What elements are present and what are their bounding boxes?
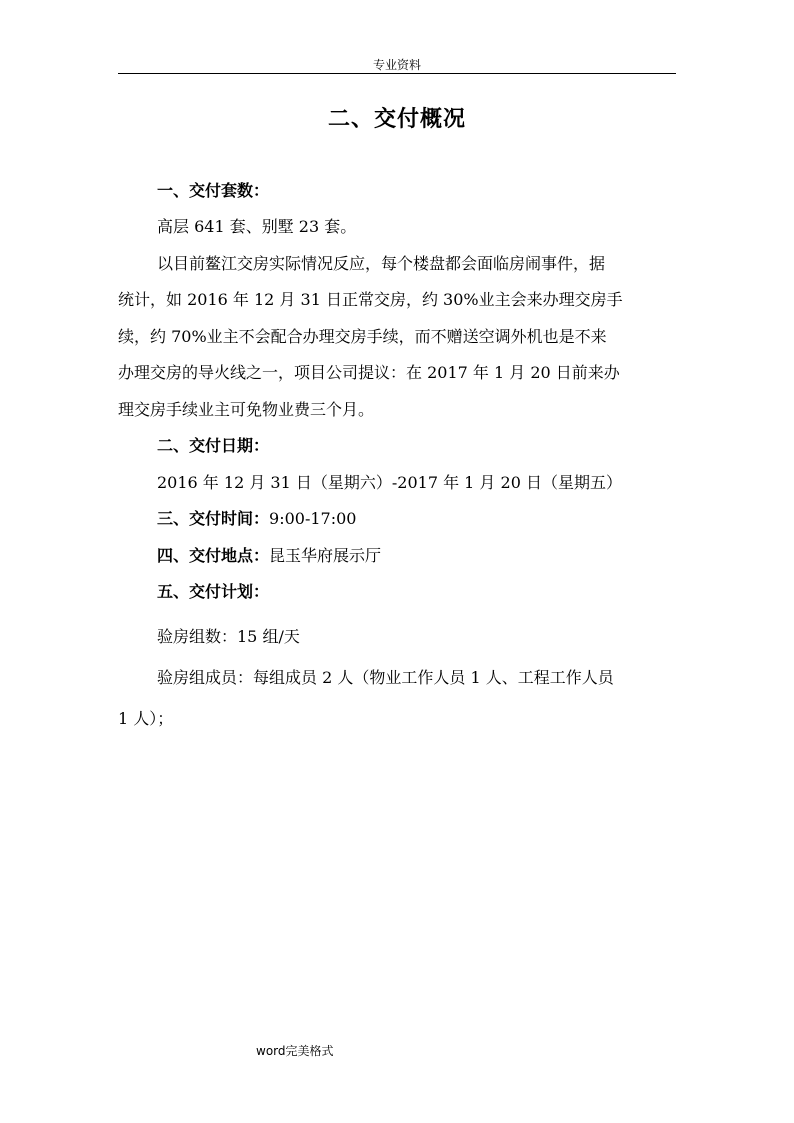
paragraph-line: 理交房手续业主可免物业费三个月。 <box>118 400 375 419</box>
paragraph-line: 办理交房的导火线之一，项目公司提议：在 2017 年 1 月 20 日前来办 <box>118 363 620 382</box>
paragraph-line: 续，约 70%业主不会配合办理交房手续，而不赠送空调外机也是不来 <box>118 327 607 346</box>
header-divider <box>118 73 676 74</box>
paragraph-line: 统计，如 2016 年 12 月 31 日正常交房，约 30%业主会来办理交房手 <box>118 290 623 309</box>
delivery-time: 9:00-17:00 <box>269 509 357 528</box>
section-4-heading: 四、交付地点： <box>157 546 270 565</box>
paragraph-line: 以目前鳌江交房实际情况反应，每个楼盘都会面临房闹事件，据 <box>157 254 606 273</box>
section-3-line <box>157 508 717 530</box>
inspection-groups: 验房组数：15 组/天 <box>157 627 300 646</box>
section-1-heading: 一、交付套数： <box>157 181 270 200</box>
delivery-dates: 2016 年 12 月 31 日（星期六）-2017 年 1 月 20 日（星期五） <box>157 473 622 492</box>
section-3-heading: 三、交付时间： <box>157 509 270 528</box>
page-footer: word完美格式 <box>256 1044 334 1058</box>
section-5-heading: 五、交付计划： <box>157 582 270 601</box>
unit-count: 高层 641 套、别墅 23 套。 <box>157 217 357 236</box>
section-2-heading: 二、交付日期： <box>157 436 270 455</box>
delivery-location: 昆玉华府展示厅 <box>269 546 382 565</box>
page-title: 二、交付概况 <box>327 106 466 132</box>
page-header: 专业资料 <box>372 58 421 72</box>
group-members-line: 1 人）； <box>118 709 174 728</box>
section-4-line <box>157 545 717 567</box>
group-members-line: 验房组成员：每组成员 2 人（物业工作人员 1 人、工程工作人员 <box>157 668 614 687</box>
